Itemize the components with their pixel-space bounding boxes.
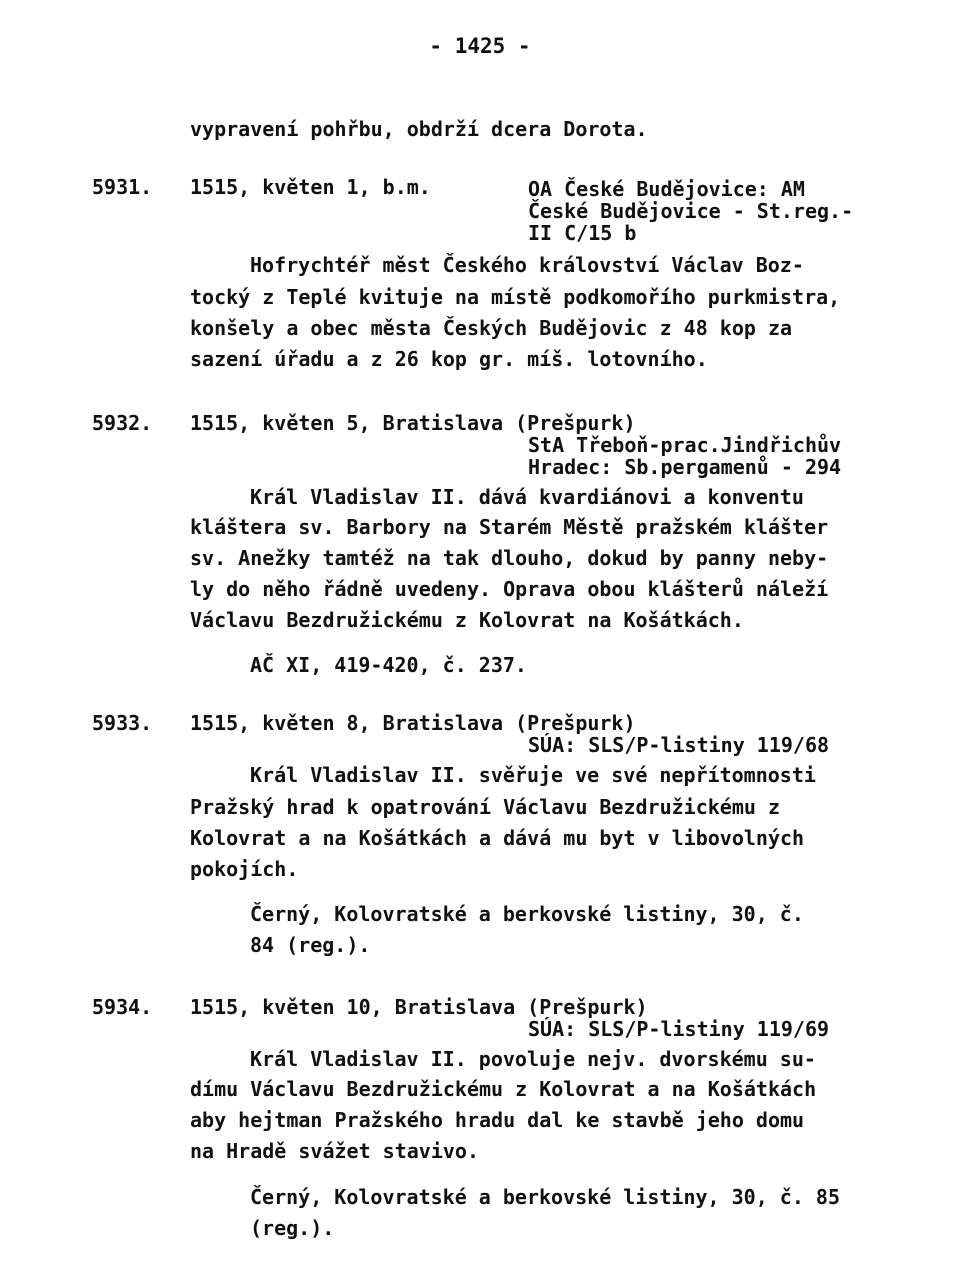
entry-body-line: Václavu Bezdružickému z Kolovrat na Košátkách.	[190, 608, 744, 632]
entry-number: 5934.	[92, 995, 153, 1019]
entry-date-place: 1515, květen 8, Bratislava (Prešpurk)	[190, 711, 636, 735]
archive-reference: SÚA: SLS/P-listiny 119/69	[528, 1017, 830, 1041]
citation-line: Černý, Kolovratské a berkovské listiny, 30, č.	[250, 902, 804, 926]
citation-line: 84 (reg.).	[250, 933, 371, 957]
archive-reference: České Budějovice - St.reg.-	[528, 199, 854, 223]
entry-body-line: Pražský hrad k opatrování Václavu Bezdružickému z	[190, 795, 781, 819]
archive-reference: StA Třeboň-prac.Jindřichův	[528, 433, 842, 457]
entry-body-line: Hofrychtéř měst Českého království Václav Boz-	[250, 253, 804, 277]
entry-body-line: pokojích.	[190, 857, 299, 881]
entry-body-line: kláštera sv. Barbory na Starém Městě pražském klášter	[190, 515, 829, 539]
citation-line: AČ XI, 419-420, č. 237.	[250, 653, 527, 677]
entry-number: 5932.	[92, 411, 153, 435]
entry-body-line: na Hradě svážet stavivo.	[190, 1139, 479, 1163]
entry-body-line: Král Vladislav II. svěřuje ve své nepřítomnosti	[250, 763, 816, 787]
entry-body-line: dímu Václavu Bezdružickému z Kolovrat a na Košátkách	[190, 1077, 817, 1101]
citation-line: (reg.).	[250, 1216, 335, 1240]
entry-body-line: aby hejtman Pražského hradu dal ke stavbě jeho domu	[190, 1108, 805, 1132]
continuation-line: vypravení pohřbu, obdrží dcera Dorota.	[190, 117, 648, 141]
archive-reference: OA České Budějovice: AM	[528, 177, 805, 201]
entry-body-line: ly do něho řádně uvedeny. Oprava obou klášterů náleží	[190, 577, 829, 601]
entry-body-line: Kolovrat a na Košátkách a dává mu byt v libovolných	[190, 826, 805, 850]
entry-number: 5931.	[92, 175, 153, 199]
entry-body-line: sazení úřadu a z 26 kop gr. míš. lotovního.	[190, 347, 708, 371]
entry-body-line: konšely a obec města Českých Budějovic z 48 kop za	[190, 316, 793, 340]
entry-body-line: sv. Anežky tamtéž na tak dlouho, dokud by panny neby-	[190, 546, 829, 570]
entry-body-line: Král Vladislav II. povoluje nejv. dvorskému su-	[250, 1047, 816, 1071]
entry-body-line: tocký z Teplé kvituje na místě podkomořího purkmistra,	[190, 285, 841, 309]
entry-body-line: Král Vladislav II. dává kvardiánovi a konventu	[250, 485, 804, 509]
entry-date-place: 1515, květen 1, b.m.	[190, 175, 431, 199]
archive-reference: SÚA: SLS/P-listiny 119/68	[528, 733, 830, 757]
page-number: - 1425 -	[429, 34, 531, 58]
entry-number: 5933.	[92, 711, 153, 735]
citation-line: Černý, Kolovratské a berkovské listiny, 30, č. 85	[250, 1185, 841, 1209]
archive-reference: II C/15 b	[528, 221, 637, 245]
entry-date-place: 1515, květen 5, Bratislava (Prešpurk)	[190, 411, 636, 435]
entry-date-place: 1515, květen 10, Bratislava (Prešpurk)	[190, 995, 648, 1019]
archive-reference: Hradec: Sb.pergamenů - 294	[528, 455, 842, 479]
